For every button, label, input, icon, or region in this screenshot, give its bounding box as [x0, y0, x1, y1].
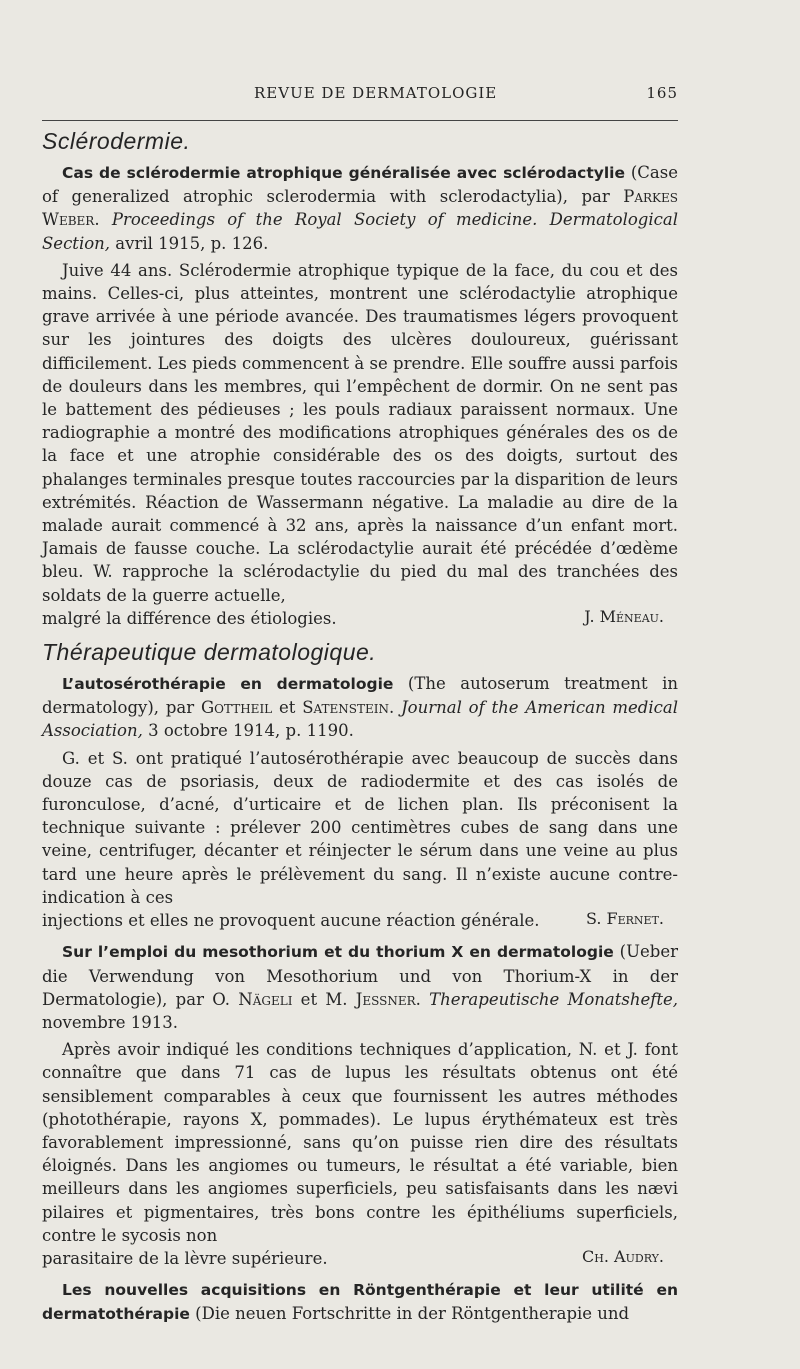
body-last-line: [42, 607, 678, 630]
article-heading: Cas de sclérodermie atrophique généralisée avec sclérodactylie: [62, 164, 625, 182]
reference-journal: Therapeutische Monatshefte,: [429, 989, 679, 1009]
reference-text: (Die neuen Fortschritte in der Röntgentherapie und: [189, 1304, 630, 1324]
running-head: [42, 82, 678, 104]
reference-author: Gottheil: [200, 698, 273, 718]
header-rule: [42, 120, 678, 121]
running-head-title: REVUE DE DERMATOLOGIE: [254, 84, 498, 102]
body-text: G. et S. ont pratiqué l’autosérothérapie avec beaucoup de succès dans douze cas de psoriasis, deux de radiodermite et des cas isolés de furonculose, d’acné, d’urticaire et de lichen plan. Ils préconisent la technique suivante : prélever 200 centimètres cubes de sang dans une veine, centrifuger, décanter et réinjecter le sérum dans une veine au plus tard une heure après le prélèvement du sang. Il n’existe aucune contre-indication à ces: [42, 748, 678, 907]
page-number: 165: [646, 84, 678, 102]
body-last-text: parasitaire de la lèvre supérieure.: [42, 1248, 328, 1268]
reference-author: Parkes Weber: [42, 187, 678, 230]
article-signature: S. Fernet.: [585, 909, 664, 929]
reference-text: (The autoserum treatment in dermatology), par: [42, 674, 678, 718]
article-body: [42, 747, 678, 909]
reference-text: (Case of generalized atrophic sclerodermia with sclerodactylia), par: [42, 163, 678, 207]
reference-date: avril 1915, p. 126.: [115, 233, 269, 253]
article-sclerodermie: [42, 161, 678, 630]
article-reference: Cas de sclérodermie atrophique généralisée avec sclérodactylie (Case of generalized atrophic sclerodermia with sclerodactylia), par Parkes Weber. Proceedings of the Royal Society of medicine. Dermatological Section, avril 1915, p. 126.: [42, 163, 678, 253]
article-heading: Sur l’emploi du mesothorium et du thorium X en dermatologie: [62, 943, 614, 962]
reference-date: novembre 1913.: [42, 1012, 178, 1032]
article-signature: J. Méneau.: [584, 606, 664, 626]
reference-author: O. Nägeli: [212, 989, 293, 1009]
reference-journal: Journal of the American medical Association,: [42, 698, 678, 741]
article-body: [42, 1038, 678, 1247]
article-autoserotherapie: [42, 672, 678, 932]
reference-conjunction: et: [292, 989, 326, 1009]
article-reference: L’autosérothérapie en dermatologie (The autoserum treatment in dermatology), par Gottheil et Satenstein. Journal of the American medical Association, 3 octobre 1914, p. 1190.: [42, 674, 678, 741]
article-mesothorium: [42, 940, 678, 1270]
journal-page: [42, 82, 678, 1335]
section-title-therapeutique: Thérapeutique dermatologique.: [42, 639, 377, 666]
reference-author-2: Satenstein: [302, 698, 389, 718]
reference-conjunction: et: [272, 698, 303, 718]
section-title-sclerodermie: Sclérodermie.: [42, 128, 191, 154]
article-rontgentherapie: [42, 1278, 678, 1326]
body-last-line: [42, 909, 678, 932]
body-text: Juive 44 ans. Sclérodermie atrophique typique de la face, du cou et des mains. Celles-ci, plus atteintes, montrent une sclérodactylie atrophique grave arrivée à une période avancée. Des traumatismes légers provoquent sur les jointures des doigts des ulcères douloureux, guérissant difficilement. Les pieds commencent à se prendre. Elle souffre aussi parfois de douleurs dans les membres, qui l’empêchent de dormir. On ne sent pas le battement des pédieuses ; les pouls radiaux paraissent normaux. Une radiographie a montré des modifications atrophiques générales des os de la face et une atrophie considérable des os des doigts, surtout des phalanges terminales presque toutes raccourcies par la disparition de leurs extrémités. Réaction de Wassermann négative. La maladie au dire de la malade aurait commencé à 32 ans, après la naissance d’un enfant mort. Jamais de fausse couche. La sclérodactylie aurait été précédée d’œdème bleu. W. rapproche la sclérodactylie du pied du mal des tranchées des soldats de la guerre actuelle,: [42, 260, 678, 605]
body-last-line: [42, 1247, 678, 1270]
article-reference: [42, 1278, 678, 1326]
article-body: [42, 259, 678, 607]
article-reference: Sur l’emploi du mesothorium et du thorium X en dermatologie (Ueber die Verwendung von Mesothorium und von Thorium-X in der Dermatologie), par O. Nägeli et M. Jessner. Therapeutische Monatshefte, novembre 1913.: [42, 942, 679, 1032]
article-heading: Les nouvelles acquisitions en Röntgenthérapie et leur utilité en dermatothérapie: [42, 1281, 678, 1324]
body-last-text: injections et elles ne provoquent aucune réaction générale.: [42, 911, 540, 931]
body-text: Après avoir indiqué les conditions techniques d’application, N. et J. font connaître que dans 71 cas de lupus les résultats obtenus ont été sensiblement comparables à ceux que fournissent les autres méthodes (photothérapie, rayons X, pommades). Le lupus érythémateux est très favorablement impressionné, sans qu’on puisse rien dire des résultats éloignés. Dans les angiomes ou tumeurs, le résultat a été variable, bien meilleurs dans les angiomes superficiels, peu satisfaisants dans les nævi pilaires et pigmentaires, très bons contre les épithéliums superficiels, contre le sycosis non: [42, 1040, 678, 1245]
article-signature: Ch. Audry.: [582, 1246, 664, 1266]
reference-date: 3 octobre 1914, p. 1190.: [142, 721, 354, 741]
article-heading: L’autosérothérapie en dermatologie: [62, 675, 394, 694]
reference-text: (Ueber die Verwendung von Mesothorium und von Thorium-X in der Dermatologie), par: [42, 942, 678, 1009]
reference-journal: Proceedings of the Royal Society of medicine. Dermatological Section,: [42, 210, 678, 253]
reference-author-2: M. Jessner: [325, 989, 416, 1009]
body-last-text: malgré la différence des étiologies.: [42, 608, 337, 628]
